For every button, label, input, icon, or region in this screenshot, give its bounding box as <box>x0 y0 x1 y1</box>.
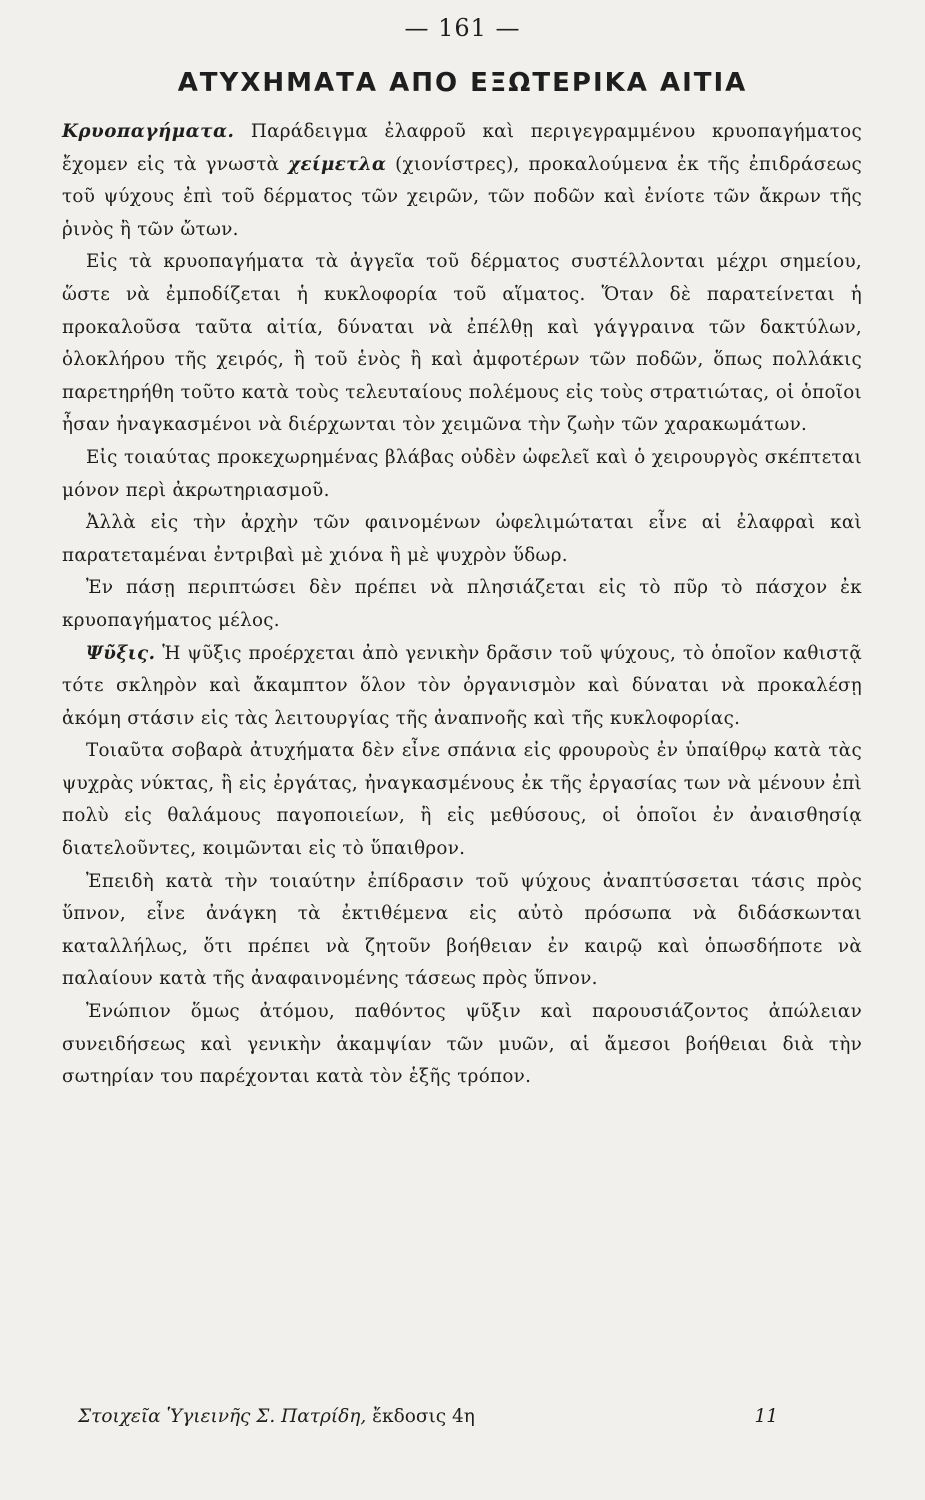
chill-p1-text: Ἡ ψῦξις προέρχεται ἀπὸ γενικὴν δρᾶσιν τοῦ ψύχους, τὸ ὁποῖον καθιστᾷ τότε σκληρὸν καὶ ἄκαμπτον ὅλον τὸν ὀργανισμὸν καὶ δύναται νὰ προκαλέσῃ ἀκόμη στάσιν εἰς τὰς λειτουργίας τῆς ἀναπνοῆς καὶ τῆς κυκλοφορίας. <box>62 642 862 729</box>
chapter-title: ΑΤΥΧΗΜΑΤΑ ΑΠΟ ΕΞΩΤΕΡΙΚΑ ΑΙΤΙΑ <box>177 68 748 98</box>
chill-paragraph-2: Τοιαῦτα σοβαρὰ ἀτυχήματα δὲν εἶνε σπάνια εἰς φρουροὺς ἐν ὑπαίθρῳ κατὰ τὰς ψυχρὰς νύκτας, ἢ εἰς ἐργάτας, ἠναγκασμένους ἐκ τῆς ἐργασίας των νὰ μένουν ἐπὶ πολὺ εἰς θαλάμους παγοποιείων, ἢ εἰς μεθύσους, οἱ ὁποῖοι ἐν ἀναισθησίᾳ διατελοῦντες, κοιμῶνται εἰς τὸ ὕπαιθρον. <box>62 740 862 860</box>
chill-paragraph-4: Ἐνώπιον ὅμως ἀτόμου, παθόντος ψῦξιν καὶ παρουσιάζοντος ἀπώλειαν συνειδήσεως καὶ γενικὴν ἀκαμψίαν τῶν μυῶν, αἱ ἄμεσοι βοήθειαι διὰ τὴν σωτηρίαν του παρέχονται κατὰ τὸν ἑξῆς τρόπον. <box>62 1001 862 1088</box>
frostbite-p1-after: (χιονίστρες), προκαλούμενα ἐκ τῆς ἐπιδράσεως τοῦ ψύχους ἐπὶ τοῦ δέρματος τῶν χειρῶν, τῶν ποδῶν καὶ ἐνίοτε τῶν ἄκρων τῆς ῥινὸς ἢ τῶν ὤτων. <box>62 153 863 240</box>
body-text <box>62 116 862 1094</box>
chill-heading: Ψῦξις. <box>86 642 156 664</box>
footer-signature-mark: 11 <box>754 1406 778 1427</box>
footer-source <box>78 1406 475 1427</box>
chilblains-term: χείμετλα <box>288 153 387 175</box>
page-footer <box>78 1406 778 1427</box>
footer-source-title: Στοιχεῖα Ὑγιεινῆς Σ. Πατρίδη, <box>78 1406 367 1427</box>
frostbite-paragraph-4: Ἀλλὰ εἰς τὴν ἀρχὴν τῶν φαινομένων ὠφελιμώταται εἶνε αἱ ἐλαφραὶ καὶ παρατεταμέναι ἐντριβαὶ μὲ χιόνα ἢ μὲ ψυχρὸν ὕδωρ. <box>62 512 862 566</box>
frostbite-paragraph-2: Εἰς τὰ κρυοπαγήματα τὰ ἀγγεῖα τοῦ δέρματος συστέλλονται μέχρι σημείου, ὥστε νὰ ἐμποδίζεται ἡ κυκλοφορία τοῦ αἵματος. Ὅταν δὲ παρατείνεται ἡ προκαλοῦσα ταῦτα αἰτία, δύναται νὰ ἐπέλθῃ καὶ γάγγραινα τῶν δακτύλων, ὁλοκλήρου τῆς χειρός, ἢ τοῦ ἑνὸς ἢ καὶ ἀμφοτέρων τῶν ποδῶν, ὅπως πολλάκις παρετηρήθη τοῦτο κατὰ τοὺς τελευταίους πολέμους εἰς τοὺς στρατιώτας, οἱ ὁποῖοι ἦσαν ἠναγκασμένοι νὰ διέρχωνται τὸν χειμῶνα τὴν ζωὴν τῶν χαρακωμάτων. <box>62 251 862 436</box>
frostbite-paragraph-5: Ἐν πάσῃ περιπτώσει δὲν πρέπει νὰ πλησιάζεται εἰς τὸ πῦρ τὸ πάσχον ἐκ κρυοπαγήματος μέλος. <box>62 577 862 631</box>
frostbite-paragraph-3: Εἰς τοιαύτας προκεχωρημένας βλάβας οὐδὲν ὠφελεῖ καὶ ὁ χειρουργὸς σκέπτεται μόνον περὶ ἀκρωτηριασμοῦ. <box>62 446 862 501</box>
page-number: — 161 — <box>404 14 521 42</box>
footer-source-edition: ἔκδοσις 4η <box>372 1406 475 1427</box>
frostbite-paragraph-1 <box>62 116 862 246</box>
frostbite-p1-before: Παράδειγμα ἐλαφροῦ καὶ περιγεγραμμένου κρυοπαγήματος ἔχομεν εἰς τὰ γνωστὰ <box>62 121 862 175</box>
chill-paragraph-3: Ἐπειδὴ κατὰ τὴν τοιαύτην ἐπίδρασιν τοῦ ψύχους ἀναπτύσσεται τάσις πρὸς ὕπνον, εἶνε ἀνάγκη τὰ ἐκτιθέμενα εἰς αὐτὸ πρόσωπα νὰ διδάσκωνται καταλλήλως, ὅτι πρέπει νὰ ζητοῦν βοήθειαν ἐν καιρῷ καὶ ὁπωσδήποτε νὰ παλαίουν κατὰ τῆς ἀναφαινομένης τάσεως πρὸς ὕπνον. <box>62 870 862 990</box>
chill-paragraph-1 <box>62 638 862 736</box>
frostbite-heading: Κρυοπαγήματα. <box>62 121 235 142</box>
